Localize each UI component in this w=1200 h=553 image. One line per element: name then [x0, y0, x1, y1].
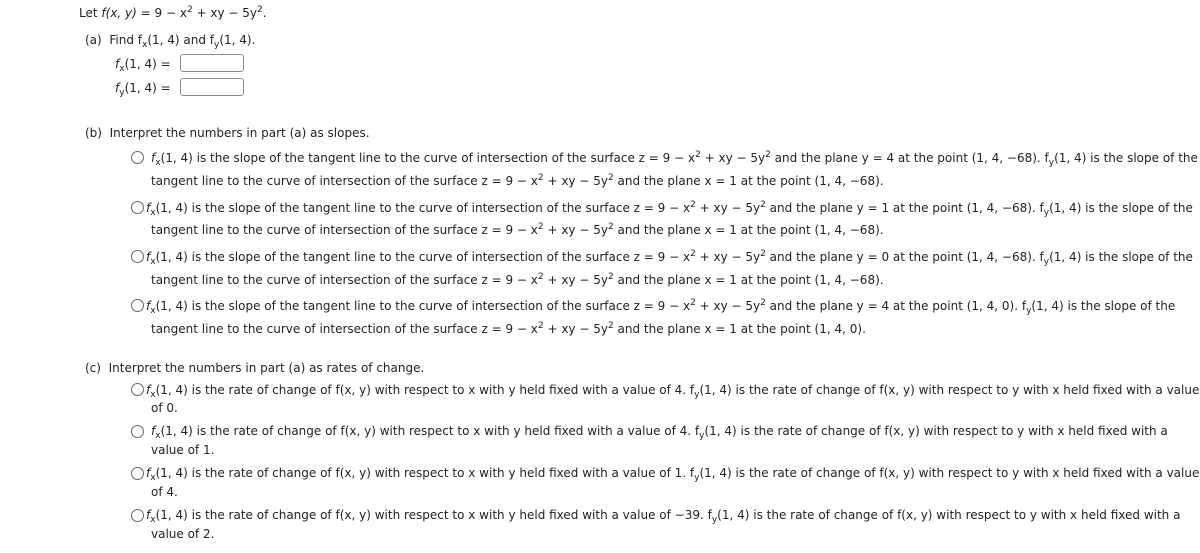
part-b-option-1-line1: $f_x(1$, 4) is the slope of the tangent line to the curve of intersection of the surface $z = 9 - x^2$ + xy − $5y^2$ and the plane y = 4 at the point (1, 4, −68). $f_y(1$, 4) is the slope of the: [151, 150, 1198, 168]
part-b-option-3-radio[interactable]: [131, 250, 144, 263]
part-c-option-2-line2: value of 1.: [151, 443, 215, 457]
part-c-option-1-radio[interactable]: [131, 383, 144, 396]
part-a-instruction: (a) Find $f_x(1$, 4) and $f_y(1$, 4).: [85, 33, 256, 50]
part-c-option-3-line2: of 4.: [151, 485, 178, 499]
part-c-option-2-line1: $f_x(1$, 4) is the rate of change of f(x, y) with respect to x with y held fixed with a value of 4. $f_y(1$, 4) is the rate of change of f(x, y) with respect to y with x held fixed with a: [151, 424, 1168, 441]
part-c-option-1-line1: $f_x(1$, 4) is the rate of change of f(x, y) with respect to x with y held fixed with a value of 4. $f_y(1$, 4) is the rate of change of f(x, y) with respect to y with x held fixed with a value: [146, 383, 1200, 400]
problem-statement: Let f(x, $y) = 9 - x^2$ + xy − $5y^2$.: [79, 5, 267, 20]
part-c-instruction: (c) Interpret the numbers in part (a) as rates of change.: [85, 361, 425, 375]
part-c-option-4-line1: $f_x(1$, 4) is the rate of change of f(x, y) with respect to x with y held fixed with a value of −39. $f_y(1$, 4) is the rate of change of f(x, y) with respect to y with x held fixed with a: [146, 508, 1181, 525]
part-c-option-3-line1: $f_x(1$, 4) is the rate of change of f(x, y) with respect to x with y held fixed with a value of 1. $f_y(1$, 4) is the rate of change of f(x, y) with respect to y with x held fixed with a value: [146, 466, 1200, 483]
fy-answer-input[interactable]: [181, 79, 243, 95]
fy-label: $f_y(1$, 4) =: [115, 81, 171, 98]
fx-label: $f_x(1$, 4) =: [115, 57, 171, 74]
part-c-option-2-radio[interactable]: [131, 425, 144, 438]
part-b-option-2-line2: tangent line to the curve of intersection of the surface $z = 9 - x^2$ + xy − $5y^2$ and the plane x = 1 at the point (1, 4, −68).: [151, 222, 884, 237]
part-b-option-2-radio[interactable]: [131, 201, 144, 214]
part-b-option-2-line1: $f_x(1$, 4) is the slope of the tangent line to the curve of intersection of the surface $z = 9 - x^2$ + xy − $5y^2$ and the plane y = 1 at the point (1, 4, −68). $f_y(1$, 4) is the slope of the: [146, 200, 1193, 218]
fy-answer-field[interactable]: [180, 78, 244, 96]
part-b-option-3-line1: $f_x(1$, 4) is the slope of the tangent line to the curve of intersection of the surface $z = 9 - x^2$ + xy − $5y^2$ and the plane y = 0 at the point (1, 4, −68). $f_y(1$, 4) is the slope of the: [146, 249, 1193, 267]
fx-answer-input[interactable]: [181, 55, 243, 71]
part-b-option-4-radio[interactable]: [131, 299, 144, 312]
part-c-option-4-radio[interactable]: [131, 509, 144, 522]
part-b-option-1-radio[interactable]: [131, 151, 144, 164]
part-b-option-3-line2: tangent line to the curve of intersection of the surface $z = 9 - x^2$ + xy − $5y^2$ and the plane x = 1 at the point (1, 4, −68).: [151, 272, 884, 287]
part-c-option-4-line2: value of 2.: [151, 527, 215, 541]
part-b-option-4-line2: tangent line to the curve of intersection of the surface $z = 9 - x^2$ + xy − $5y^2$ and the plane x = 1 at the point (1, 4, 0).: [151, 321, 866, 336]
part-b-instruction: (b) Interpret the numbers in part (a) as slopes.: [85, 126, 370, 140]
part-c-option-3-radio[interactable]: [131, 467, 144, 480]
part-b-option-4-line1: $f_x(1$, 4) is the slope of the tangent line to the curve of intersection of the surface $z = 9 - x^2$ + xy − $5y^2$ and the plane y = 4 at the point (1, 4, 0). $f_y(1$, 4) is the slope of the: [146, 298, 1176, 316]
fx-answer-field[interactable]: [180, 54, 244, 72]
part-b-option-1-line2: tangent line to the curve of intersection of the surface $z = 9 - x^2$ + xy − $5y^2$ and the plane x = 1 at the point (1, 4, −68).: [151, 173, 884, 188]
part-c-option-1-line2: of 0.: [151, 401, 178, 415]
